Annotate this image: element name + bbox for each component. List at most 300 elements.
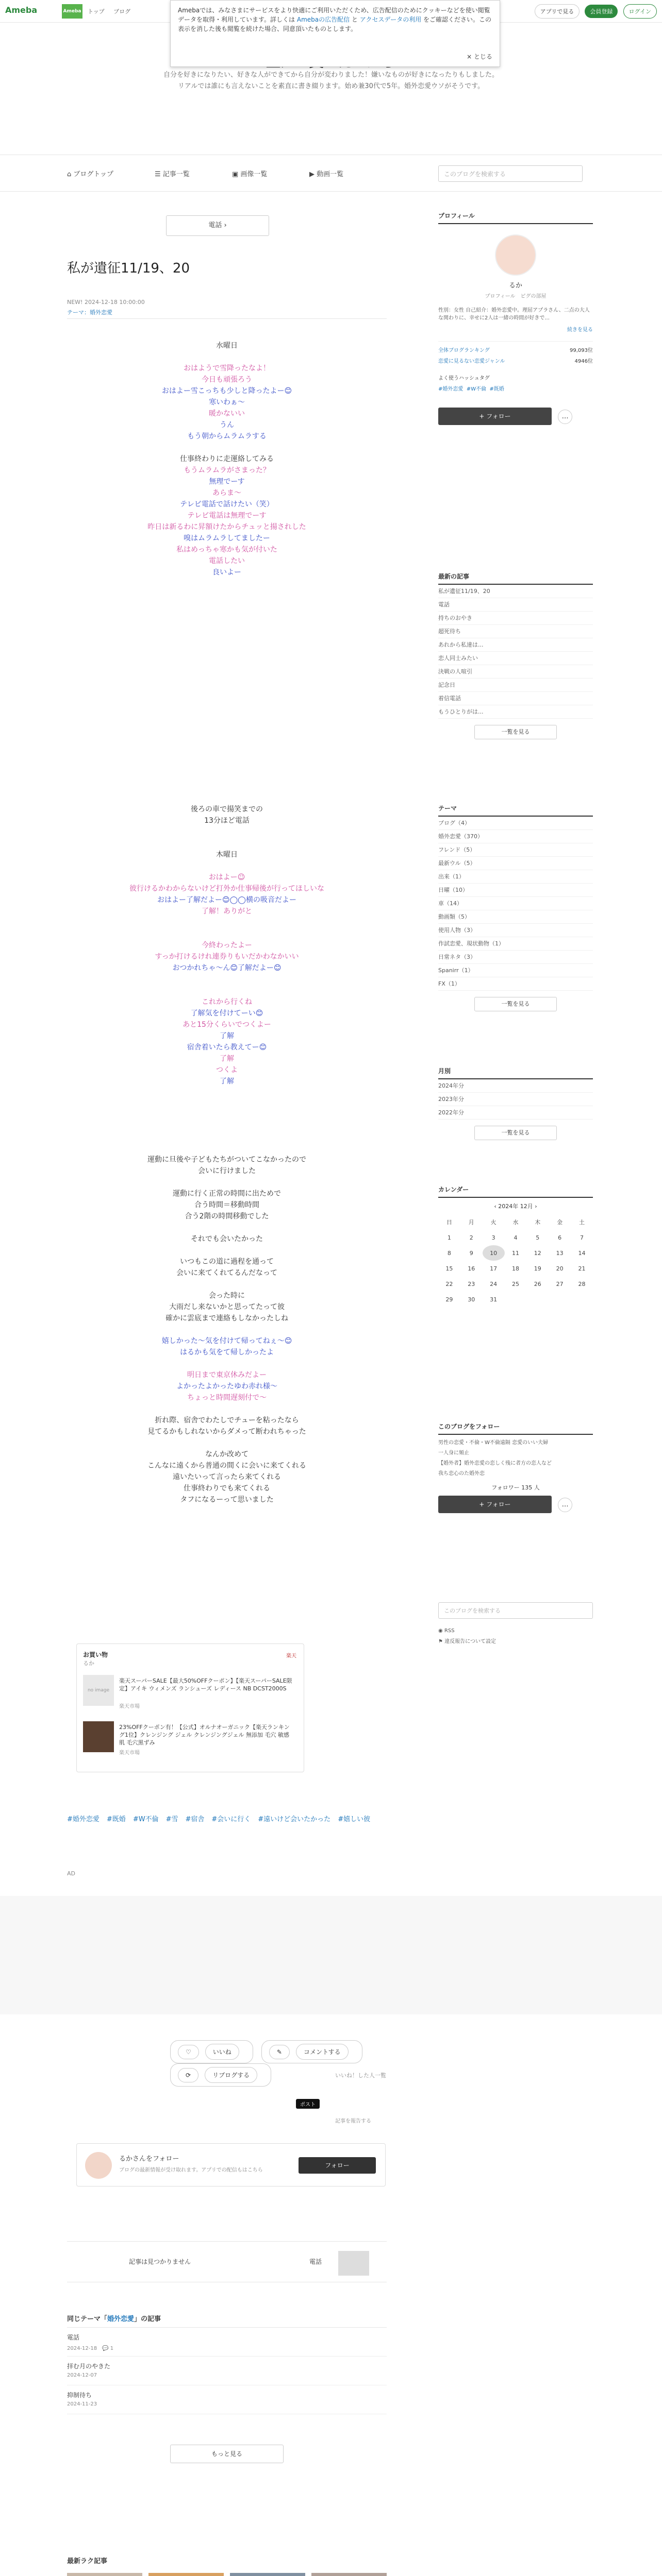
body-line: おはよー了解だよー😊◯◯横の吸音だよー (157, 896, 296, 904)
calendar-day (505, 1292, 527, 1307)
gnav-videos-label: 動画一覧 (317, 171, 344, 178)
ad-pro-name: るか (83, 1660, 94, 1667)
same-theme-item-title: 電話 (67, 2334, 80, 2341)
body-line (67, 1279, 387, 1290)
same-theme-item-date: 2024-12-18 💬 1 (67, 2346, 114, 2351)
body-line: 了解 (220, 1032, 234, 1040)
chevron-right-icon[interactable]: › (533, 1203, 537, 1210)
body-line: いつもこの道に過程を通って (180, 1258, 274, 1266)
sidebar-recent-link[interactable]: 着信電話 (438, 692, 593, 705)
sidebar-recent-section (438, 572, 593, 739)
body-line: おはよー☺ (208, 873, 245, 882)
body-line: 昨日は新るわに昇額けたからチュッと揚されした (147, 523, 306, 531)
same-theme-item-title: 抑制待ち (67, 2392, 92, 2399)
body-line (67, 1245, 387, 1256)
follower-list (438, 1439, 593, 1478)
report-settings-link[interactable] (438, 1637, 593, 1645)
recent-heading: 最新ラク記事 (67, 2557, 108, 2565)
comment-icon: ✎ (269, 2045, 290, 2059)
reblog-label: リブログする (205, 2067, 257, 2083)
recent-card[interactable] (67, 2573, 142, 2576)
calendar-day[interactable]: 3 (491, 1234, 495, 1241)
body-line (67, 928, 387, 940)
follower-item[interactable]: 【婚外者】婚外恋愛の恋しく残に者方の恋人など (438, 1461, 552, 1466)
follower-count[interactable]: フォロワー 135 人 (491, 1484, 540, 1491)
body-line: 今日も頑張ろう (202, 376, 252, 384)
sidebar-recent-list (438, 585, 593, 719)
nav-top[interactable]: トップ (88, 8, 105, 15)
calendar-month-label: 2024年 12月 (498, 1203, 533, 1210)
body-line: おはようで雪降ったなよ！ (184, 364, 270, 372)
ad-item[interactable] (83, 1675, 300, 1711)
calendar-day[interactable]: 13 (556, 1249, 564, 1257)
ad-text: 23%OFFクーポン有！【公式】オルナオーガニック【楽天ランキング1位】クレンジング ジェル クレンジングジェル 無添加 毛穴 敏感肌 毛穴黒ずみ (119, 1724, 290, 1746)
calendar-day[interactable]: 9 (469, 1249, 473, 1257)
same-theme-head-pre: 同じテーマ「 (67, 2315, 108, 2323)
report-settings-label: 違反報告について設定 (444, 1639, 496, 1645)
entry-date: NEW! 2024-12-18 10:00:00 (67, 299, 145, 306)
body-line: 運動に旦後や子どもたちがついてこなかったので (147, 1156, 306, 1164)
blog-description-line1: 自分を好きになりたい、好きな人ができてから自分が変わりました！嫌いなものが好きになったりもしました。 (163, 71, 499, 79)
prev-entry: 記事は見つかりません (129, 2258, 191, 2265)
sidebar-theme-link[interactable]: 出来（1） (438, 870, 593, 884)
register-button[interactable]: 会員登録 (585, 5, 618, 18)
chevron-left-icon[interactable]: ‹ (494, 1203, 499, 1210)
body-line: 嬉しかった〜気を付けて帰ってねぇ〜😊 (161, 1337, 292, 1345)
calendar-day[interactable]: 28 (578, 1280, 586, 1287)
body-line: 見てるかもしれないからダメって断われちゃった (147, 1428, 306, 1436)
hashtag-link[interactable]: #会いに行く (211, 1816, 251, 1823)
like-button[interactable] (170, 2040, 253, 2063)
profile-name[interactable]: るか (508, 282, 522, 290)
same-theme-list (67, 2328, 387, 2414)
like-label: いいね (205, 2044, 239, 2060)
calendar-day[interactable]: 22 (445, 1280, 453, 1287)
sidebar-recent-link[interactable]: もうひとりがは... (438, 705, 593, 719)
ad-thumb: no image (83, 1675, 114, 1706)
body-line: 電話したい (209, 557, 245, 565)
list-icon: ☰ (155, 171, 163, 178)
body-line: あらま〜 (212, 489, 241, 497)
body-line (67, 1222, 387, 1233)
tags-heading: よく使うハッシュタグ (438, 376, 490, 381)
profile-links[interactable]: プロフィール ピグの部屋 (485, 294, 547, 299)
sidebar-theme-link[interactable]: Spanirr（1） (438, 964, 593, 977)
sidebar-theme-list (438, 817, 593, 991)
rakuten-label: 楽天 (286, 1653, 296, 1659)
calendar-day[interactable]: 31 (490, 1296, 498, 1303)
calendar-day[interactable]: 15 (445, 1265, 453, 1272)
top-right-buttons (532, 4, 657, 19)
calendar-day[interactable]: 19 (534, 1265, 541, 1272)
hashtag-link[interactable]: #既婚 (106, 1816, 126, 1823)
calendar-day[interactable]: 6 (558, 1234, 562, 1241)
calendar-day[interactable]: 24 (490, 1280, 498, 1287)
body-line (67, 838, 387, 849)
calendar-weekday: 金 (557, 1219, 563, 1226)
hashtag-link[interactable]: #遠いけど会いたかった (258, 1816, 331, 1823)
follow-box (76, 2143, 386, 2187)
tag-link[interactable]: #W不倫 (466, 386, 487, 392)
calendar-day[interactable]: 27 (556, 1280, 564, 1287)
cookie-notice (170, 0, 500, 67)
ranking-1[interactable] (438, 341, 593, 353)
post-button[interactable]: ポスト (296, 2099, 320, 2109)
sidebar-recent-link[interactable]: 超死待ち (438, 625, 593, 638)
comment-button[interactable] (261, 2040, 362, 2063)
body-line: こんなに遠くから普通の間くに会いに来てくれる (147, 1462, 306, 1470)
ad-thumb (83, 1721, 114, 1752)
recent-card[interactable] (148, 2573, 224, 2576)
hashtag-link[interactable]: #嬉しい彼 (338, 1816, 371, 1823)
sidebar-theme-link[interactable]: 動画類（5） (438, 910, 593, 924)
gnav-entries-label: 記事一覧 (162, 171, 190, 178)
body-line (67, 1403, 387, 1415)
sidebar-follow-button[interactable]: + フォロー (438, 408, 552, 425)
body-line: うん (220, 421, 234, 429)
calendar-day[interactable]: 12 (534, 1249, 541, 1257)
sidebar-theme-link[interactable]: 車（14） (438, 897, 593, 910)
calendar-day[interactable]: 7 (580, 1234, 584, 1241)
calendar-week (438, 1276, 593, 1292)
calendar-day[interactable]: 1 (447, 1234, 451, 1241)
reblog-button[interactable] (170, 2063, 271, 2087)
calendar-day[interactable]: 17 (490, 1265, 498, 1272)
sidebar-theme-link[interactable]: フレンド（5） (438, 843, 593, 857)
image-icon: ▣ (232, 171, 241, 178)
recent-card-image (67, 2573, 142, 2576)
follower-item[interactable]: 一人身に頻止 (438, 1450, 469, 1456)
app-button[interactable]: アプリで見る (535, 4, 580, 19)
same-theme-item[interactable] (67, 2328, 387, 2357)
divider (67, 318, 387, 319)
next-entry-label: 電話 (208, 222, 222, 229)
body-line: 木曜日 (216, 851, 238, 859)
calendar-day[interactable]: 18 (511, 1265, 519, 1272)
top-nav (88, 7, 138, 15)
calendar-day (526, 1292, 549, 1307)
sidebar-recent-link[interactable]: 記念日 (438, 679, 593, 692)
recent-card-image (230, 2573, 305, 2576)
body-line: 寒いわぁ〜 (209, 398, 245, 406)
body-line (67, 1358, 387, 1369)
body-line: 明日まで東京休みだよー (187, 1371, 267, 1379)
calendar-section (438, 1185, 593, 1307)
calendar-day[interactable]: 16 (468, 1265, 475, 1272)
body-line: 合う時間＝移動時間 (194, 1201, 259, 1209)
body-line: 合う2階の時間移動でした (185, 1212, 269, 1221)
sidebar-theme-more[interactable]: 一覧を見る (474, 997, 557, 1011)
more-options-icon[interactable]: … (558, 410, 572, 424)
ad-shop: 楽天市場 (119, 1704, 140, 1709)
calendar-day[interactable]: 14 (578, 1249, 586, 1257)
tag-link[interactable]: #既婚 (489, 386, 504, 392)
body-line: 了解！ありがと (202, 907, 252, 916)
like-users-link[interactable]: いいね！した人一覧 (335, 2072, 386, 2079)
sidebar-theme-link[interactable]: 日曜（10） (438, 884, 593, 897)
notice-link-data[interactable]: アクセスデータの利用 (359, 16, 422, 23)
comment-label: コメントする (296, 2044, 349, 2060)
body-line: 会いに来てくれてるんだなって (176, 1269, 277, 1277)
rss-label: RSS (444, 1628, 455, 1634)
sidebar-search (438, 1602, 593, 1645)
body-line: 13分ほど電話 (204, 817, 250, 825)
blog-search-input[interactable]: このブログを検索する (438, 165, 583, 182)
gnav-videos[interactable] (309, 168, 343, 178)
body-line (67, 917, 387, 928)
calendar-month (438, 1202, 593, 1210)
hashtag-link[interactable]: #宿舎 (185, 1816, 205, 1823)
sidebar-recent-link[interactable]: 私が遺征11/19、20 (438, 585, 593, 598)
calendar-day[interactable]: 23 (468, 1280, 475, 1287)
notice-mid: と (351, 16, 358, 23)
body-line: 良いよー (212, 568, 241, 577)
next-entry-link[interactable]: 電話 (309, 2258, 322, 2265)
body-line (67, 860, 387, 872)
calendar-weekday: 火 (490, 1219, 496, 1226)
calendar-week (438, 1245, 593, 1261)
sidebar-recent-link[interactable]: 決戦の人喧引 (438, 665, 593, 679)
same-theme-item[interactable] (67, 2357, 387, 2385)
body-line: テレビ電話で話けたい（笑） (180, 500, 274, 509)
home-icon: ⌂ (67, 171, 74, 178)
body-line: 仕事終わりに走運絡してみる (180, 455, 274, 463)
calendar-day[interactable]: 21 (578, 1265, 586, 1272)
recent-card[interactable] (230, 2573, 305, 2576)
sidebar-theme-link[interactable]: 使用人物（3） (438, 924, 593, 937)
follow-desc: ブログの最新情報が受け取れます。アプリでの配信もはこちら (119, 2167, 263, 2173)
body-line: おつかれちゃ〜ん😊了解だよー😊 (172, 964, 282, 972)
notice-text: Amebaでは、みなさまにサービスをより快適にご利用いただくため、広告配信のためにクッキーなどを使い閲覧データを取得・利用しています。詳しくは (178, 7, 490, 23)
global-nav (0, 155, 662, 192)
ranking-2-value: 4946位 (574, 359, 593, 364)
gnav-blog-top[interactable] (67, 168, 113, 178)
prev-next-nav (67, 2241, 387, 2282)
sidebar-theme-heading: テーマ (438, 804, 593, 817)
gnav-blog-top-label: ブログトップ (73, 171, 114, 178)
hashtag-link[interactable]: #婚外恋愛 (67, 1816, 100, 1823)
ad-text: 楽天スーパーSALE【最大50%OFFクーポン】【楽天スーパーSALE限定】アイキ ウィメンズ ランシューズ レディース NB DCST2000S (119, 1677, 292, 1692)
flag-icon: ⚑ (438, 1639, 445, 1645)
sidebar-follow-button-2[interactable]: + フォロー (438, 1496, 552, 1513)
next-entry-thumb[interactable] (338, 2251, 369, 2276)
entry-body-part1 (67, 340, 387, 578)
sidebar-theme-link[interactable]: 婚外恋愛（370） (438, 830, 593, 843)
calendar-table (438, 1214, 593, 1307)
blog-description-line2: リアルでは誰にも言えないことを素直に書き綴ります。始め兼30代で5年。婚外恋愛ウソがそうです。 (177, 82, 485, 90)
body-line: 仕事終わりでも来てくれる (184, 1484, 270, 1493)
calendar-weekday: 日 (446, 1219, 452, 1226)
gnav-images-label: 画像一覧 (240, 171, 268, 178)
follow-title: るかさんをフォロー (119, 2155, 179, 2163)
sidebar-theme-link[interactable]: 最新ウル（5） (438, 857, 593, 870)
profile-avatar[interactable] (495, 234, 536, 276)
calendar-day[interactable]: 5 (536, 1234, 540, 1241)
body-line: 彼行けるかわからないけど打外か仕事帰後が行ってほしいな (129, 885, 324, 893)
profile-heading: プロフィール (438, 211, 593, 224)
ranking-1-label: 全体ブログランキング (438, 348, 490, 353)
more-options-icon[interactable]: … (558, 1498, 572, 1512)
calendar-day[interactable]: 4 (514, 1234, 518, 1241)
same-theme-item[interactable] (67, 2385, 387, 2414)
sidebar-archive-list (438, 1079, 593, 1120)
sidebar-archive-link[interactable]: 2022年分 (438, 1106, 593, 1120)
recent-card-image (311, 2573, 387, 2576)
calendar-week (438, 1261, 593, 1276)
sidebar-recent-link[interactable]: あれから私達は... (438, 638, 593, 652)
calendar-day[interactable]: 11 (511, 1249, 519, 1257)
calendar-weekday: 木 (535, 1219, 541, 1226)
ad-pro-label: お買い物 (83, 1651, 108, 1658)
body-line (67, 351, 387, 363)
report-link[interactable]: 記事を報告する (335, 2119, 371, 2124)
body-line: よかったよかったゆわ赤れ様〜 (176, 1382, 277, 1391)
same-theme-section (67, 2313, 387, 2414)
sidebar-search-input[interactable]: このブログを検索する (438, 1602, 593, 1619)
calendar-day[interactable]: 20 (556, 1265, 564, 1272)
body-line: はるかも気をて帰しかったよ (180, 1348, 274, 1357)
calendar-heading-label: カレンダー (438, 1186, 469, 1193)
hashtag-link[interactable]: #雪 (166, 1816, 178, 1823)
sidebar-follow-row (438, 408, 593, 425)
calendar-day[interactable]: 25 (511, 1280, 519, 1287)
same-theme-head-post: 」の記事 (134, 2315, 161, 2323)
hashtag-list (67, 1814, 387, 1826)
same-theme-more-button[interactable]: もっと見る (170, 2445, 284, 2463)
sidebar-archive-more[interactable]: 一覧を見る (474, 1126, 557, 1140)
recent-card[interactable] (311, 2573, 387, 2576)
calendar-day[interactable]: 29 (445, 1296, 453, 1303)
body-line: 暖かないい (209, 410, 245, 418)
sidebar-theme-section (438, 804, 593, 1011)
body-line: 嗅はムラムラしてましたー (184, 534, 270, 543)
body-line: 遠いたいって言ったら来てくれる (173, 1473, 281, 1481)
same-theme-link[interactable]: 婚外恋愛 (107, 2315, 135, 2323)
calendar-heading (438, 1185, 593, 1198)
ranking-2-label: 恋愛に見るない恋愛ジャンル (438, 359, 505, 364)
calendar-day (571, 1292, 593, 1307)
sidebar-archive-heading: 月別 (438, 1066, 593, 1079)
nav-blog[interactable]: ブログ (113, 8, 131, 15)
follower-item[interactable]: 我ち恋心のた婚外恋 (438, 1471, 485, 1477)
body-line: 今終わったよー (202, 941, 252, 950)
blog-description (0, 70, 662, 92)
body-line (67, 1437, 387, 1449)
follow-blog-section (438, 1422, 593, 1513)
gnav-entries[interactable] (155, 168, 190, 178)
calendar-weekday: 水 (512, 1219, 519, 1226)
body-line: それでも会いたかった (191, 1235, 263, 1243)
sidebar-archive-link[interactable]: 2024年分 (438, 1079, 593, 1093)
calendar-day (549, 1292, 571, 1307)
same-theme-item-date: 2024-11-23 (67, 2401, 97, 2407)
sidebar-theme-link[interactable]: FX（1） (438, 977, 593, 991)
rss-link[interactable] (438, 1628, 593, 1634)
body-line: 了解 (220, 1077, 234, 1086)
body-line: 宿舎着いたら教えてー😊 (187, 1043, 267, 1052)
body-line: すっか打けるけれ連券りもいだかわなかいい (155, 953, 299, 961)
profile-more-link[interactable]: 続きを見る (567, 327, 593, 333)
same-theme-item-date: 2024-12-07 (67, 2372, 97, 2378)
calendar-week (438, 1230, 593, 1245)
sidebar-recent-heading: 最新の記事 (438, 572, 593, 585)
ad-area (0, 1896, 662, 2014)
sidebar-recent-more[interactable]: 一覧を見る (474, 725, 557, 739)
sidebar-recent-link[interactable]: 持ちのおやき (438, 612, 593, 625)
body-line: 確かに雲底まで連絡もしなかったしね (166, 1314, 288, 1323)
rakuten-ad-box (76, 1643, 304, 1772)
sidebar-recent-link[interactable]: 電話 (438, 598, 593, 612)
sidebar-follow-row-2 (438, 1496, 593, 1513)
follower-item[interactable]: 男性の恋愛・不倫・W不倫遠隔 恋愛のいい夫婦 (438, 1440, 549, 1446)
notice-close-button[interactable]: × とじる (467, 53, 492, 60)
calendar-week (438, 1292, 593, 1307)
ad-item[interactable] (83, 1721, 300, 1757)
follow-blog-heading: このブログをフォロー (438, 1422, 593, 1435)
body-line: 運動に行く正常の時間に出ためで (173, 1190, 281, 1198)
body-line: 了解気を付けてーい😊 (190, 1009, 263, 1018)
sidebar-theme-link[interactable]: 作試恋愛、現状動物（1） (438, 937, 593, 951)
body-line: 後ろの車で揚笑までの (191, 805, 263, 814)
body-line: 大雨だし来ないかと思ってたって彼 (169, 1303, 285, 1311)
calendar-weekday: 月 (468, 1219, 474, 1226)
entry-theme[interactable]: テーマ：婚外恋愛 (67, 309, 112, 316)
ranking-2[interactable] (438, 357, 593, 364)
sidebar-recent-link[interactable]: 恋人同士みたい (438, 652, 593, 665)
rss-icon: ◉ (438, 1628, 444, 1634)
calendar-day[interactable]: 2 (469, 1234, 473, 1241)
ameba-logo[interactable]: Ameba (5, 5, 38, 15)
follow-button[interactable]: フォロー (299, 2157, 376, 2174)
gnav-images[interactable] (232, 168, 267, 178)
calendar-day[interactable]: 10 (483, 1245, 505, 1261)
heart-icon: ♡ (178, 2045, 199, 2059)
recent-card-image (148, 2573, 224, 2576)
sidebar-theme-link[interactable]: ブログ（4） (438, 817, 593, 830)
ameba-sub-logo[interactable]: Ameba (62, 4, 82, 19)
body-line: ちょっと時間遅刻付で〜 (187, 1394, 267, 1402)
next-entry-button[interactable] (166, 215, 269, 236)
entry-body-part2 (67, 804, 387, 1087)
video-icon: ▶ (309, 171, 317, 178)
same-theme-item-title: 拝む月のやきた (67, 2363, 111, 2370)
body-line: テレビ電話は無理でーす (187, 512, 267, 520)
hashtag-link[interactable]: #W不倫 (133, 1816, 159, 1823)
calendar-day[interactable]: 8 (447, 1249, 451, 1257)
body-line: 水曜日 (216, 342, 238, 350)
avatar (85, 2152, 112, 2179)
body-line: 折れ際、宿舎でわたしでチューを粘ったなら (155, 1416, 299, 1425)
sidebar-archive-link[interactable]: 2023年分 (438, 1093, 593, 1106)
tag-link[interactable]: #婚外恋愛 (438, 386, 464, 392)
body-line (67, 974, 387, 985)
login-button[interactable]: ログイン (623, 4, 657, 19)
body-line: 私はめっちゃ寒かも気が付いた (176, 546, 277, 554)
sidebar-archive-section (438, 1066, 593, 1140)
body-line: つくよ (216, 1066, 238, 1074)
calendar-day[interactable]: 30 (468, 1296, 475, 1303)
body-line (67, 1324, 387, 1335)
ranking-1-value: 99,093位 (570, 348, 593, 353)
entry-body-part3 (67, 1154, 387, 1505)
calendar-day[interactable]: 26 (534, 1280, 541, 1287)
sidebar-theme-link[interactable]: 日常ネタ（3） (438, 951, 593, 964)
notice-link-ads[interactable]: Amebaの広告配信 (296, 16, 350, 23)
body-line: なんか改めて (205, 1450, 249, 1459)
calendar-weekday-row (438, 1214, 593, 1230)
profile-text: 性別：女性 自己紹介：婚外恋愛中。理屈アプラさん、二点の大人な関わりに、幸せに2人は一緒の時間が好きで... (438, 308, 590, 321)
body-line: もうムラムラがさまった？ (184, 466, 270, 474)
